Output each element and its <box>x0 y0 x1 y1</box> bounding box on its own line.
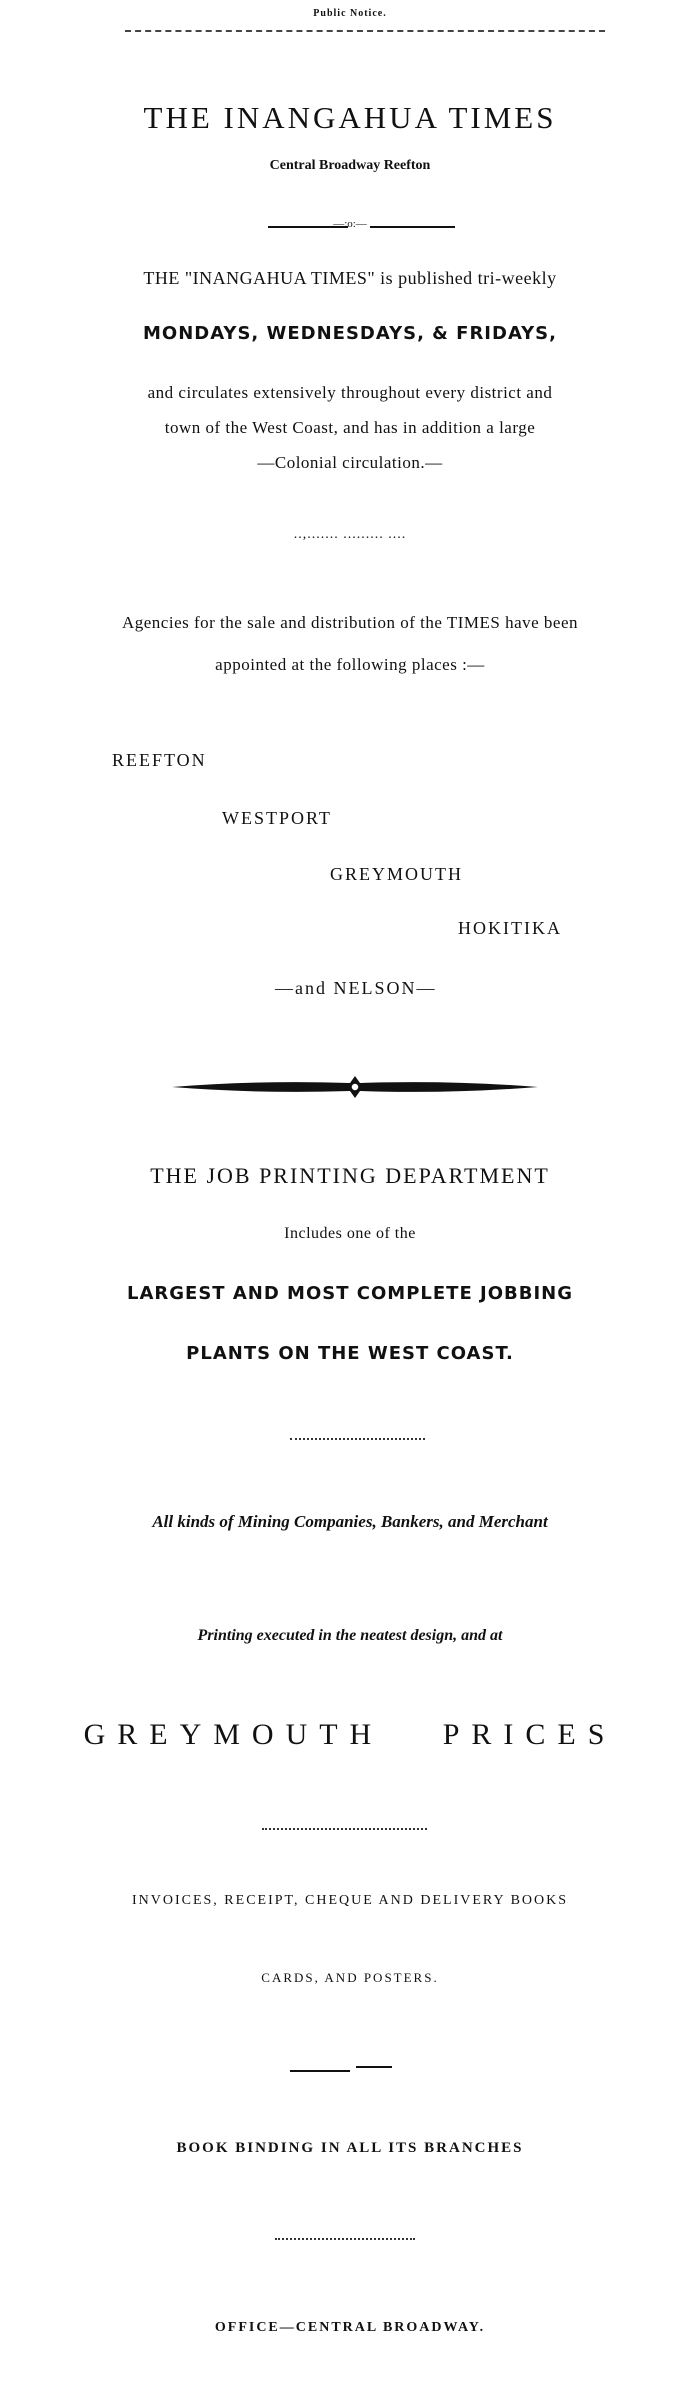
place-hokitika: HOKITIKA <box>458 918 562 938</box>
intro-line-4: town of the West Coast, and has in addition a large <box>164 418 536 437</box>
job-dotted-rule <box>290 1438 425 1440</box>
masthead-address: Central Broadway Reefton <box>269 158 431 173</box>
prices-dotted-rule <box>262 1828 427 1830</box>
bottom-dotted-rule <box>275 2238 415 2240</box>
place-greymouth: GREYMOUTH <box>330 864 463 884</box>
intro-line-5: —Colonial circulation.— <box>257 453 443 472</box>
agencies-line-1: Agencies for the sale and distribution of the TIMES have been <box>121 613 578 632</box>
place-reefton: REEFTON <box>112 750 207 770</box>
agencies-line-2: appointed at the following places :— <box>215 655 485 674</box>
ornamental-rule <box>170 1072 540 1102</box>
job-line-1: Includes one of the <box>284 1225 416 1242</box>
short-rule-right <box>356 2066 392 2068</box>
job-line-3: PLANTS ON THE WEST COAST. <box>186 1343 514 1364</box>
job-printing-heading: THE JOB PRINTING DEPARTMENT <box>150 1163 550 1188</box>
products-line-2: CARDS, AND POSTERS. <box>261 1970 439 1985</box>
intro-line-1: THE "INANGAHUA TIMES" is published tri-weekly <box>143 268 557 288</box>
masthead-title: THE INANGAHUA TIMES <box>143 100 557 135</box>
intro-line-3: and circulates extensively throughout every district and <box>147 383 553 402</box>
office-address: OFFICE—CENTRAL BROADWAY. <box>214 2320 486 2335</box>
bookbinding-line: BOOK BINDING IN ALL ITS BRANCHES <box>176 2140 524 2156</box>
intro-days: MONDAYS, WEDNESDAYS, & FRIDAYS, <box>142 323 557 344</box>
notice-label: Public Notice. <box>313 8 387 19</box>
top-divider <box>125 30 605 32</box>
place-westport: WESTPORT <box>222 808 332 828</box>
greymouth-prices: GREYMOUTH PRICES <box>83 1718 617 1751</box>
short-rule-left <box>290 2070 350 2072</box>
products-line-1: INVOICES, RECEIPT, CHEQUE AND DELIVERY BOOKS <box>131 1893 569 1908</box>
job-italic-2: Printing executed in the neatest design, and at <box>197 1627 503 1644</box>
ornament-dots: ..,....... ......... .... <box>293 527 407 542</box>
place-nelson: —and NELSON— <box>275 978 437 998</box>
divider-right <box>370 226 455 228</box>
job-italic-1: All kinds of Mining Companies, Bankers, and Merchant <box>152 1512 548 1531</box>
divider-mark: —:o:— <box>333 218 367 230</box>
job-line-2: LARGEST AND MOST COMPLETE JOBBING <box>127 1283 573 1304</box>
